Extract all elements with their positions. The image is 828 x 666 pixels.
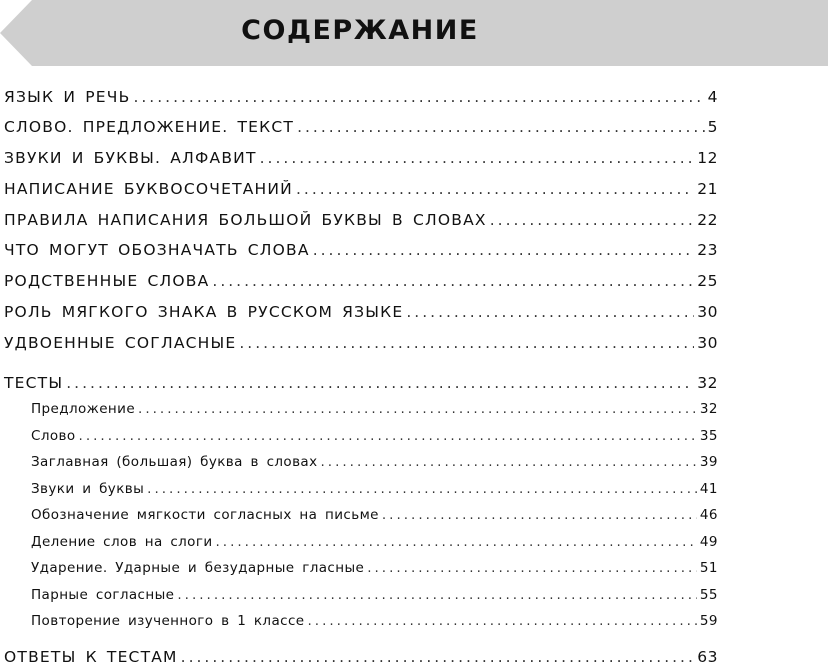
toc-subentry[interactable] (31, 587, 718, 603)
toc-section-tests[interactable] (4, 374, 718, 392)
toc-entry-page: 32 (699, 401, 718, 417)
toc-entry-page: 30 (697, 303, 718, 321)
dot-leader (181, 648, 695, 666)
toc-entry-page: 55 (699, 587, 718, 603)
page-title: СОДЕРЖАНИЕ (241, 15, 479, 46)
toc-entry-page: 41 (699, 481, 718, 497)
toc-subentry[interactable] (31, 454, 718, 470)
toc-entry-label: НАПИСАНИЕ БУКВОСОЧЕТАНИЙ (4, 180, 293, 198)
toc-entry[interactable] (4, 334, 718, 352)
dot-leader (260, 149, 695, 167)
dot-leader (382, 507, 697, 523)
toc-entry-page: 59 (699, 613, 718, 629)
toc-entry-label: Обозначение мягкости согласных на письме (31, 507, 379, 523)
toc-entry-page: 12 (697, 149, 718, 167)
dot-leader (138, 401, 697, 417)
toc-entry-page: 46 (699, 507, 718, 523)
dot-leader (212, 272, 694, 290)
dot-leader (367, 560, 697, 576)
toc-entry-label: СЛОВО. ПРЕДЛОЖЕНИЕ. ТЕКСТ (4, 118, 295, 136)
toc-entry-label: Заглавная (большая) буква в словах (31, 454, 318, 470)
toc-subentry[interactable] (31, 481, 718, 497)
toc-entry-label: Предложение (31, 401, 136, 417)
dot-leader (216, 534, 697, 550)
dot-leader (297, 118, 705, 136)
toc-subentry[interactable] (31, 401, 718, 417)
toc-entry[interactable] (4, 88, 718, 106)
toc-entry-label: Слово (31, 428, 76, 444)
toc-entry-label: ПРАВИЛА НАПИСАНИЯ БОЛЬШОЙ БУКВЫ В СЛОВАХ (4, 211, 487, 229)
toc-entry[interactable] (4, 241, 718, 259)
toc-entry-label: Деление слов на слоги (31, 534, 213, 550)
toc-entry-label: ЗВУКИ И БУКВЫ. АЛФАВИТ (4, 149, 257, 167)
dot-leader (239, 334, 694, 352)
toc-entry-label: УДВОЕННЫЕ СОГЛАСНЫЕ (4, 334, 237, 352)
toc-entry[interactable] (4, 118, 718, 136)
toc-entry[interactable] (4, 211, 718, 229)
toc-entry-label: ЧТО МОГУТ ОБОЗНАЧАТЬ СЛОВА (4, 241, 310, 259)
toc-entry-label: РОЛЬ МЯГКОГО ЗНАКА В РУССКОМ ЯЗЫКЕ (4, 303, 404, 321)
dot-leader (296, 180, 694, 198)
toc-entry-page: 21 (697, 180, 718, 198)
toc-entry[interactable] (4, 180, 718, 198)
dot-leader (490, 211, 695, 229)
toc-subentry[interactable] (31, 560, 718, 576)
toc-entry-label: Звуки и буквы (31, 481, 145, 497)
toc-entry[interactable] (4, 149, 718, 167)
dot-leader (406, 303, 694, 321)
toc-entry-page: 25 (697, 272, 718, 290)
dot-leader (177, 587, 696, 603)
toc-entry-page: 39 (699, 454, 718, 470)
dot-leader (79, 428, 697, 444)
toc-entry-page: 23 (697, 241, 718, 259)
toc-entry-page: 30 (697, 334, 718, 352)
toc-entry-label: Ударение. Ударные и безударные гласные (31, 560, 365, 576)
dot-leader (321, 454, 697, 470)
toc-entry-page: 4 (707, 88, 718, 106)
toc-entry-label: ТЕСТЫ (4, 374, 64, 392)
toc-subentry[interactable] (31, 507, 718, 523)
dot-leader (313, 241, 695, 259)
header-banner (0, 0, 828, 66)
toc-entry-label: ЯЗЫК И РЕЧЬ (4, 88, 131, 106)
toc-entry-page: 35 (699, 428, 718, 444)
toc-subentry[interactable] (31, 534, 718, 550)
toc-entry-page: 32 (697, 374, 718, 392)
toc-entry-page: 63 (697, 648, 718, 666)
dot-leader (66, 374, 694, 392)
toc-entry-label: Парные согласные (31, 587, 175, 603)
toc-entry-page: 22 (697, 211, 718, 229)
toc-entry-page: 51 (699, 560, 718, 576)
toc-section-answers[interactable] (4, 648, 718, 666)
toc-entry-label: РОДСТВЕННЫЕ СЛОВА (4, 272, 210, 290)
dot-leader (307, 613, 696, 629)
toc-subentry[interactable] (31, 613, 718, 629)
toc-entry-label: ОТВЕТЫ К ТЕСТАМ (4, 648, 178, 666)
toc-subentry[interactable] (31, 428, 718, 444)
dot-leader (133, 88, 704, 106)
dot-leader (147, 481, 697, 497)
toc-entry-label: Повторение изученного в 1 классе (31, 613, 305, 629)
toc-entry-page: 49 (699, 534, 718, 550)
toc-entry[interactable] (4, 303, 718, 321)
toc-entry[interactable] (4, 272, 718, 290)
toc-entry-page: 5 (707, 118, 718, 136)
